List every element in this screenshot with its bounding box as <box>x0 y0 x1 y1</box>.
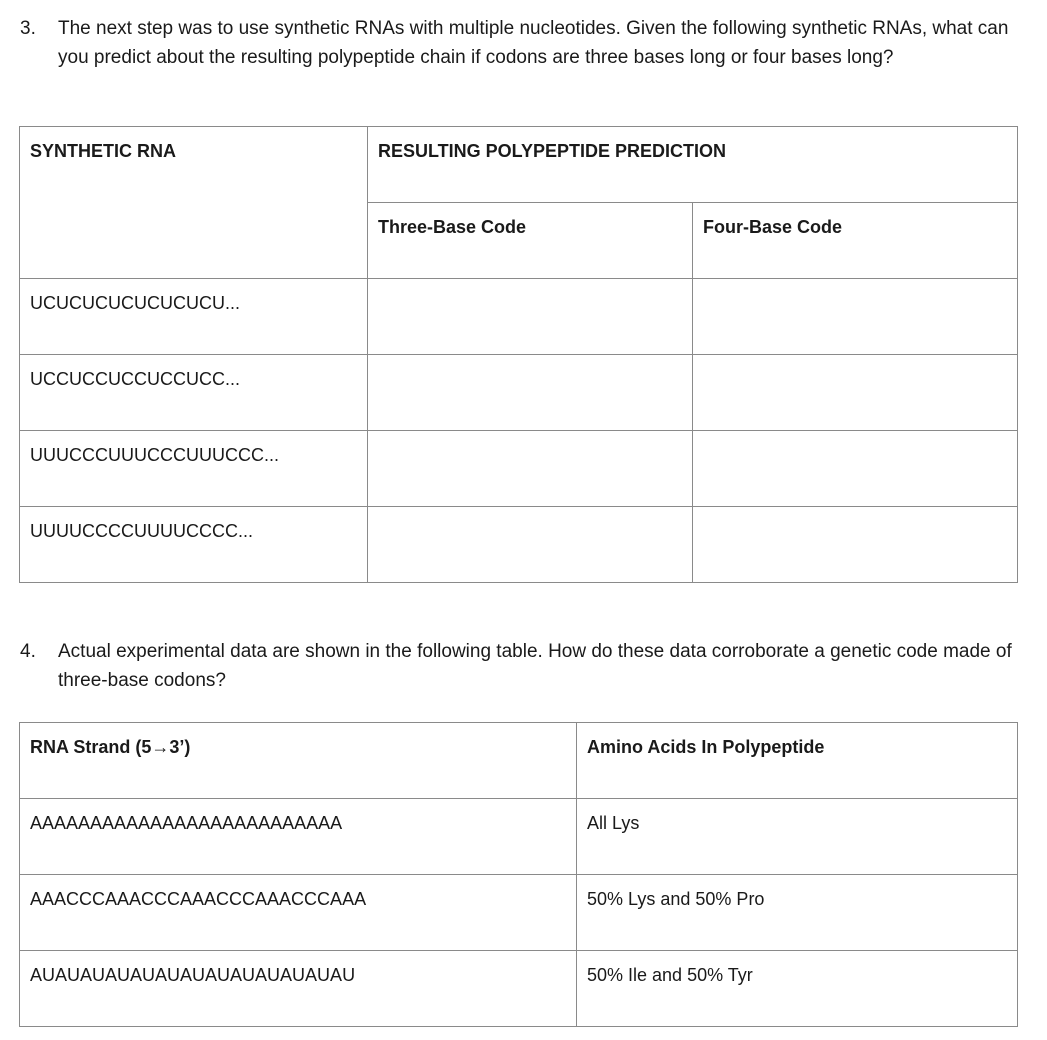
three-base-answer-cell[interactable] <box>368 355 693 431</box>
question-number: 3. <box>20 18 36 39</box>
header-amino-acids: Amino Acids In Polypeptide <box>577 723 1018 799</box>
rna-sequence-cell: UCCUCCUCCUCCUCC... <box>20 355 368 431</box>
table-row <box>20 875 1018 951</box>
amino-acids-cell: 50% Ile and 50% Tyr <box>577 951 1018 1027</box>
question-text: The next step was to use synthetic RNAs with multiple nucleotides. Given the following synthetic RNAs, what can you predict about the resulting polypeptide chain if codons are three bases long or four bases long? <box>58 18 1009 68</box>
question-4 <box>20 637 1020 695</box>
three-base-answer-cell[interactable] <box>368 279 693 355</box>
rna-sequence-cell: UCUCUCUCUCUCUCU... <box>20 279 368 355</box>
subheader-three-base-code: Three-Base Code <box>368 203 693 279</box>
rna-sequence-cell: UUUCCCUUUCCCUUUCCC... <box>20 431 368 507</box>
rna-strand-cell: AUAUAUAUAUAUAUAUAUAUAUAUAU <box>20 951 577 1027</box>
experimental-data-table <box>19 722 1018 1027</box>
amino-acids-cell: 50% Lys and 50% Pro <box>577 875 1018 951</box>
table-row <box>20 279 1018 355</box>
four-base-answer-cell[interactable] <box>693 355 1018 431</box>
question-number: 4. <box>20 641 36 662</box>
header-rna-strand: RNA Strand (5→3’) <box>20 723 577 799</box>
question-text: Actual experimental data are shown in the following table. How do these data corroborate a genetic code made of three-base codons? <box>58 641 1012 691</box>
synthetic-rna-prediction-table <box>19 126 1018 583</box>
three-base-answer-cell[interactable] <box>368 431 693 507</box>
table-row <box>20 799 1018 875</box>
rna-strand-cell: AAAAAAAAAAAAAAAAAAAAAAAAAA <box>20 799 577 875</box>
amino-acids-cell: All Lys <box>577 799 1018 875</box>
three-base-answer-cell[interactable] <box>368 507 693 583</box>
header-synthetic-rna: SYNTHETIC RNA <box>20 127 368 279</box>
four-base-answer-cell[interactable] <box>693 431 1018 507</box>
four-base-answer-cell[interactable] <box>693 507 1018 583</box>
rna-strand-cell: AAACCCAAACCCAAACCCAAACCCAAA <box>20 875 577 951</box>
rna-sequence-cell: UUUUCCCCUUUUCCCC... <box>20 507 368 583</box>
table-row <box>20 355 1018 431</box>
subheader-four-base-code: Four-Base Code <box>693 203 1018 279</box>
question-3 <box>20 14 1020 72</box>
table-row <box>20 951 1018 1027</box>
table-row <box>20 507 1018 583</box>
four-base-answer-cell[interactable] <box>693 279 1018 355</box>
table-row <box>20 431 1018 507</box>
header-resulting-polypeptide-prediction: RESULTING POLYPEPTIDE PREDICTION <box>368 127 1018 203</box>
